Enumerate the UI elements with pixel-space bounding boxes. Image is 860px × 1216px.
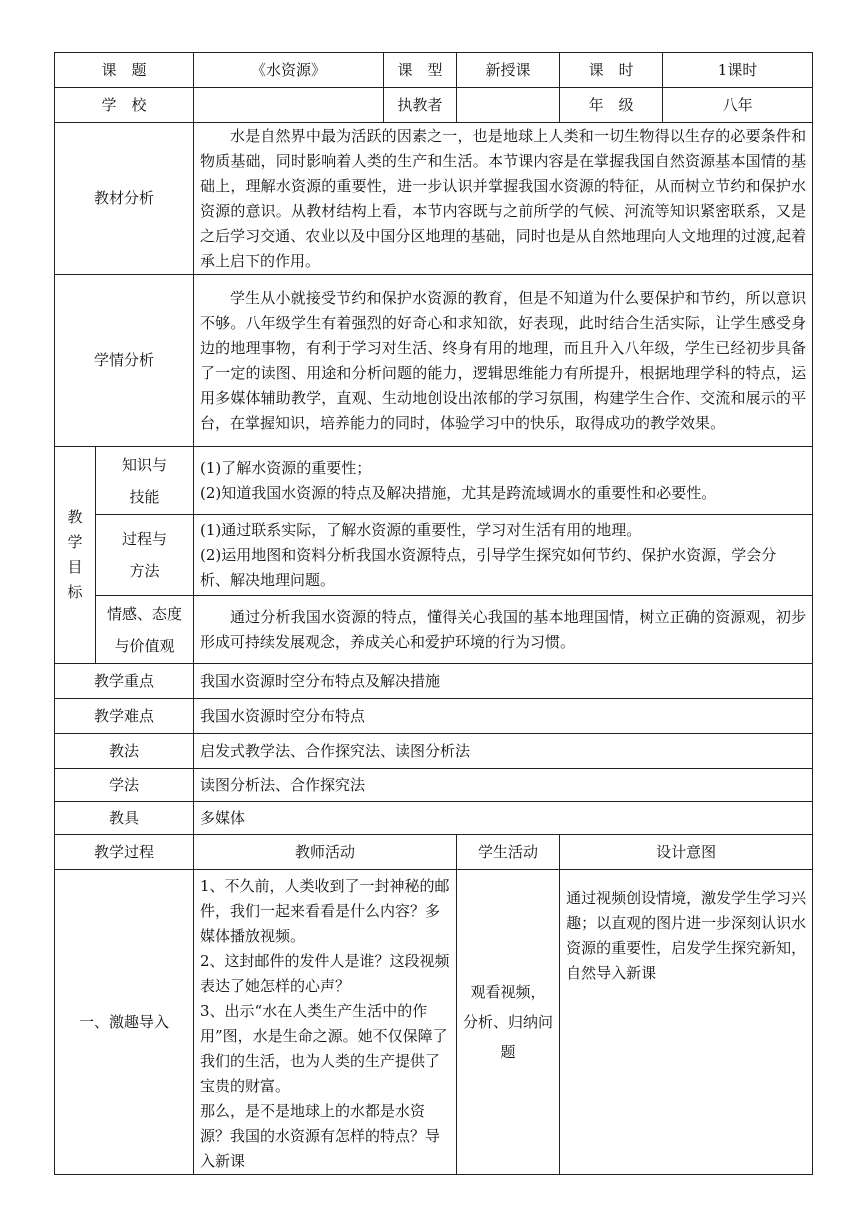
- lesson-plan-table: [54, 52, 813, 1175]
- process-text: [194, 515, 813, 596]
- process-label: [96, 515, 194, 596]
- process-student-line: 分析、归纳问题: [463, 1013, 554, 1061]
- objective-knowledge-row: [55, 447, 813, 515]
- objectives-label: [55, 447, 96, 664]
- process-row-1: [55, 870, 813, 1175]
- topic-value: 《水资源》: [194, 53, 384, 88]
- learning-method-label: 学法: [55, 769, 194, 802]
- school-value: [194, 88, 384, 123]
- objective-process-row: [55, 515, 813, 596]
- emotion-text: 通过分析我国水资源的特点，懂得关心我国的基本地理国情，树立正确的资源观，初步形成可持续发展观念，养成关心和爱护环境的行为习惯。: [194, 596, 813, 664]
- school-label: 学 校: [55, 88, 194, 123]
- type-label: 课 型: [384, 53, 457, 88]
- student-analysis-label: 学情分析: [55, 275, 194, 447]
- header-row-2: [55, 88, 813, 123]
- knowledge-text: [194, 447, 813, 515]
- process-student-1: [457, 870, 560, 1175]
- student-analysis-text: 学生从小就接受节约和保护水资源的教育，但是不知道为什么要保护和节约，所以意识不够。八年级学生有着强烈的好奇心和求知欲，好表现，此时结合生活实际，让学生感受身边的地理事物，有利于学习对生活、终身有用的地理，而且升入八年级，学生已经初步具备了一定的读图、用途和分析问题的能力，逻辑思维能力有所提升，根据地理学科的特点，运用多媒体辅助教学，直观、生动地创设出浓郁的学习氛围，构建学生合作、交流和展示的平台，在掌握知识，培养能力的同时，体验学习中的快乐，取得成功的教学效果。: [194, 275, 813, 447]
- emotion-label: [96, 596, 194, 664]
- focus-label: 教学重点: [55, 664, 194, 699]
- process-stage-1: 一、激趣导入: [55, 870, 194, 1175]
- process-col-student: 学生活动: [457, 835, 560, 870]
- emotion-label-line: 情感、态度: [107, 604, 183, 623]
- material-analysis-label: 教材分析: [55, 123, 194, 275]
- grade-value: 八年: [663, 88, 813, 123]
- process-label-line: 方法: [129, 562, 160, 580]
- process-line-2: (2)运用地图和资料分析我国水资源特点，引导学生探究如何节约、保护水资源，学会分析、解决地理问题。: [200, 545, 777, 589]
- header-row-1: [55, 53, 813, 88]
- process-line-1: (1)通过联系实际，了解水资源的重要性，学习对生活有用的地理。: [200, 520, 642, 539]
- objectives-label-char: 目: [67, 558, 83, 576]
- tools-row: [55, 802, 813, 835]
- process-col-stage: 教学过程: [55, 835, 194, 870]
- hours-label: 课 时: [560, 53, 663, 88]
- knowledge-line-2: (2)知道我国水资源的特点及解决措施，尤其是跨流域调水的重要性和必要性。: [200, 483, 717, 502]
- process-label-line: 过程与: [122, 530, 168, 548]
- process-student-line: 观看视频，: [470, 983, 546, 1001]
- tools-value: 多媒体: [194, 802, 813, 835]
- knowledge-label-line: 技能: [129, 487, 160, 506]
- objectives-label-char: 标: [67, 583, 83, 601]
- focus-row: [55, 664, 813, 699]
- student-analysis-row: [55, 275, 813, 447]
- material-analysis-row: [55, 123, 813, 275]
- difficulty-row: [55, 699, 813, 734]
- knowledge-label: [96, 447, 194, 515]
- process-header-row: [55, 835, 813, 870]
- teacher-label: 执教者: [384, 88, 457, 123]
- process-teacher-1: 1、不久前，人类收到了一封神秘的邮件，我们一起来看看是什么内容？多媒体播放视频。 2、这封邮件的发件人是谁？这段视频表达了她怎样的心声？ 3、出示“水在人类生产生活中的作用”图，水是生命之源。她不仅保障了我们的生活，也为人类的生产提供了宝贵的财富。 那么，是不是地球上的水都是水资源？我国的水资源有怎样的特点？导入新课: [194, 870, 457, 1175]
- process-design-1: 通过视频创设情境，激发学生学习兴趣；以直观的图片进一步深刻认识水资源的重要性，启发学生探究新知，自然导入新课: [560, 870, 813, 1175]
- teacher-value: [457, 88, 560, 123]
- process-col-teacher: 教师活动: [194, 835, 457, 870]
- difficulty-label: 教学难点: [55, 699, 194, 734]
- objectives-label-char: 教: [67, 508, 83, 526]
- emotion-label-line: 与价值观: [114, 636, 175, 655]
- learning-method-value: 读图分析法、合作探究法: [194, 769, 813, 802]
- topic-label: 课 题: [55, 53, 194, 88]
- knowledge-line-1: (1)了解水资源的重要性；: [200, 458, 372, 477]
- tools-label: 教具: [55, 802, 194, 835]
- objectives-label-char: 学: [67, 533, 83, 551]
- difficulty-value: 我国水资源时空分布特点: [194, 699, 813, 734]
- teaching-method-value: 启发式教学法、合作探究法、读图分析法: [194, 734, 813, 769]
- hours-value: 1课时: [663, 53, 813, 88]
- learning-method-row: [55, 769, 813, 802]
- focus-value: 我国水资源时空分布特点及解决措施: [194, 664, 813, 699]
- teaching-method-label: 教法: [55, 734, 194, 769]
- teaching-method-row: [55, 734, 813, 769]
- material-analysis-text: 水是自然界中最为活跃的因素之一，也是地球上人类和一切生物得以生存的必要条件和物质基础，同时影响着人类的生产和生活。本节课内容是在掌握我国自然资源基本国情的基础上，理解水资源的重要性，进一步认识并掌握我国水资源的特征，从而树立节约和保护水资源的意识。从教材结构上看，本节内容既与之前所学的气候、河流等知识紧密联系，又是之后学习交通、农业以及中国分区地理的基础，同时也是从自然地理向人文地理的过渡,起着承上启下的作用。: [194, 123, 813, 275]
- type-value: 新授课: [457, 53, 560, 88]
- process-col-design: 设计意图: [560, 835, 813, 870]
- knowledge-label-line: 知识与: [122, 455, 168, 474]
- grade-label: 年 级: [560, 88, 663, 123]
- objective-emotion-row: [55, 596, 813, 664]
